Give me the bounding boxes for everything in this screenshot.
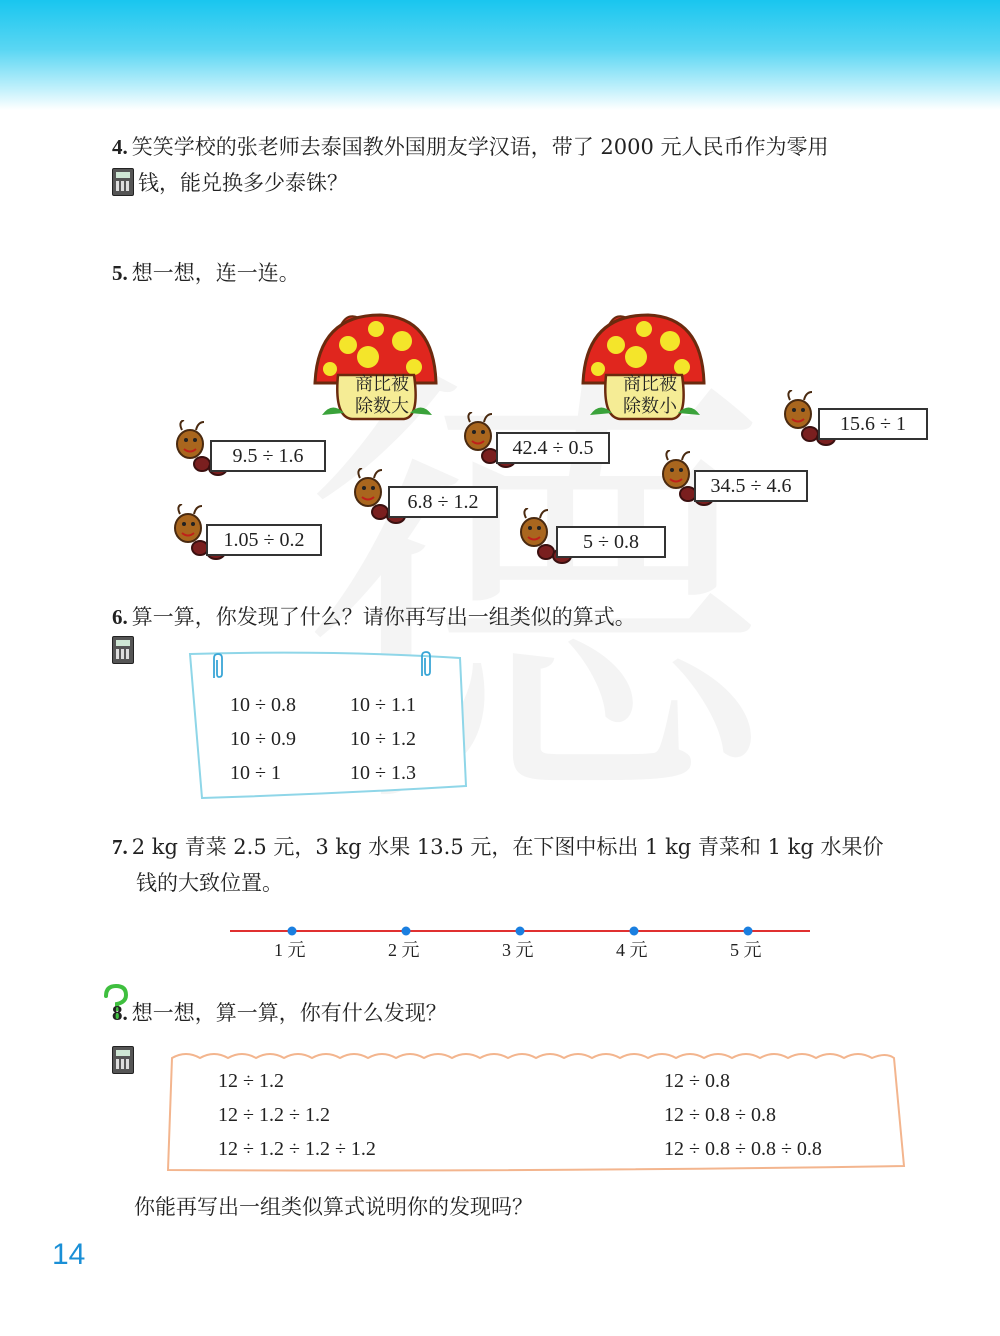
calculator-icon	[112, 168, 134, 196]
expression-box[interactable]: 1.05 ÷ 0.2	[206, 524, 322, 556]
list-item: 12 ÷ 0.8 ÷ 0.8	[664, 1104, 776, 1126]
number-line-dot	[516, 927, 525, 936]
number-line-dot	[288, 927, 297, 936]
expression-box[interactable]: 34.5 ÷ 4.6	[694, 470, 808, 502]
number-line-dot	[402, 927, 411, 936]
expression-box[interactable]: 6.8 ÷ 1.2	[388, 486, 498, 518]
tick-label: 4 元	[616, 940, 648, 960]
question-8: 8. 想一想，算一算，你有什么发现？	[112, 1001, 447, 1025]
question-7: 7. 2 kg 青菜 2.5 元，3 kg 水果 13.5 元，在下图中标出 1 kg 青菜和 1 kg 水果价	[112, 835, 884, 859]
expression-box[interactable]: 9.5 ÷ 1.6	[210, 440, 326, 472]
tick-label: 1 元	[274, 940, 306, 960]
q6-expressions	[230, 688, 470, 790]
table-row: 10 ÷ 1 10 ÷ 1.3	[230, 762, 416, 784]
question-4: 4. 笑笑学校的张老师去泰国教外国朋友学汉语，带了 2000 元人民币作为零用	[112, 135, 829, 159]
tick-label: 3 元	[502, 940, 534, 960]
q8-left-expressions	[218, 1064, 376, 1166]
paperclip-icon	[210, 652, 224, 680]
expression-box[interactable]: 15.6 ÷ 1	[818, 408, 928, 440]
expression-box[interactable]: 42.4 ÷ 0.5	[496, 432, 610, 464]
expression-box[interactable]: 5 ÷ 0.8	[556, 526, 666, 558]
page-number: 14	[52, 1238, 86, 1271]
question-7-line2: 钱的大致位置。	[136, 871, 283, 895]
list-item: 12 ÷ 1.2	[218, 1070, 284, 1092]
list-item: 12 ÷ 0.8	[664, 1070, 730, 1092]
question-4-line2: 钱，能兑换多少泰铢？	[138, 171, 348, 195]
mushroom-label-larger: 商比被 除数大	[355, 374, 409, 417]
number-line-dot	[744, 927, 753, 936]
question-5: 5. 想一想，连一连。	[112, 261, 300, 285]
tick-label: 5 元	[730, 940, 762, 960]
list-item: 12 ÷ 1.2 ÷ 1.2	[218, 1104, 330, 1126]
list-item: 12 ÷ 0.8 ÷ 0.8 ÷ 0.8	[664, 1138, 822, 1160]
paperclip-icon	[418, 650, 432, 678]
number-line-dot	[630, 927, 639, 936]
list-item: 12 ÷ 1.2 ÷ 1.2 ÷ 1.2	[218, 1138, 376, 1160]
calculator-icon	[112, 636, 134, 664]
q8-right-expressions	[664, 1064, 822, 1166]
tick-label: 2 元	[388, 940, 420, 960]
calculator-icon	[112, 1046, 134, 1074]
table-row: 10 ÷ 0.9 10 ÷ 1.2	[230, 728, 416, 750]
header-band	[0, 0, 1000, 110]
question-8-followup: 你能再写出一组类似算式说明你的发现吗？	[134, 1195, 533, 1219]
question-6: 6. 算一算，你发现了什么？请你再写出一组类似的算式。	[112, 605, 636, 629]
mushroom-label-smaller: 商比被 除数小	[623, 374, 677, 417]
table-row: 10 ÷ 0.8 10 ÷ 1.1	[230, 694, 416, 716]
